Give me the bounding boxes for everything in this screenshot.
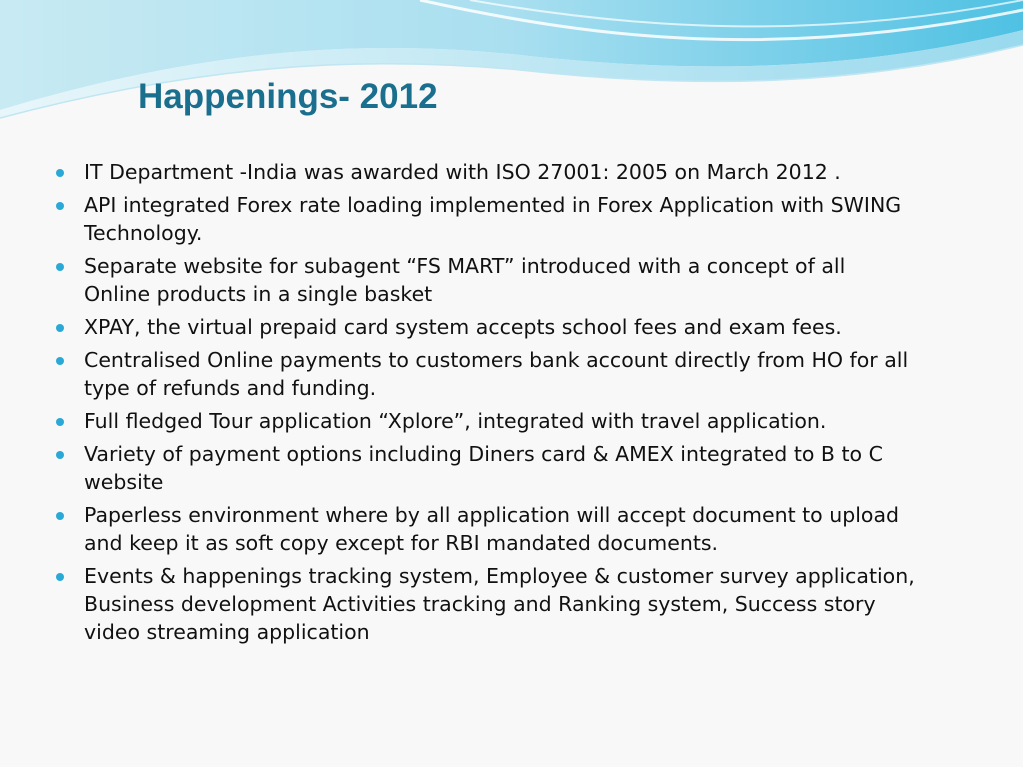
list-item: [56, 346, 916, 402]
bullet-dot-icon: [56, 357, 64, 365]
list-item-text: Separate website for subagent “FS MART” introduced with a concept of all Online products in a single basket: [84, 254, 846, 306]
list-item-text: API integrated Forex rate loading implemented in Forex Application with SWING Technology.: [84, 193, 902, 245]
bullet-dot-icon: [56, 202, 64, 210]
list-item: [56, 252, 916, 308]
list-item-text: Paperless environment where by all application will accept document to upload and keep it as soft copy except for RBI mandated documents.: [84, 503, 900, 555]
bullet-dot-icon: [56, 263, 64, 271]
list-item-text: Full fledged Tour application “Xplore”, integrated with travel application.: [84, 409, 827, 433]
list-item-text: IT Department -India was awarded with ISO 27001: 2005 on March 2012 .: [84, 160, 841, 184]
list-item: [56, 562, 916, 646]
list-item-text: Events & happenings tracking system, Employee & customer survey application, Business development Activities tracking and Ranking system, Success story video streaming application: [84, 564, 915, 644]
bullet-dot-icon: [56, 573, 64, 581]
list-item-text: Variety of payment options including Diners card & AMEX integrated to B to C website: [84, 442, 883, 494]
list-item-text: Centralised Online payments to customers bank account directly from HO for all type of refunds and funding.: [84, 348, 909, 400]
list-item: [56, 440, 916, 496]
bullet-dot-icon: [56, 169, 64, 177]
bullet-dot-icon: [56, 512, 64, 520]
bullet-dot-icon: [56, 324, 64, 332]
list-item: [56, 407, 916, 435]
list-item: [56, 158, 916, 186]
list-item: [56, 501, 916, 557]
list-item-text: XPAY, the virtual prepaid card system accepts school fees and exam fees.: [84, 315, 842, 339]
list-item: [56, 313, 916, 341]
bullet-list: [56, 158, 916, 651]
bullet-dot-icon: [56, 418, 64, 426]
slide-title: Happenings- 2012: [138, 77, 438, 116]
bullet-dot-icon: [56, 451, 64, 459]
list-item: [56, 191, 916, 247]
